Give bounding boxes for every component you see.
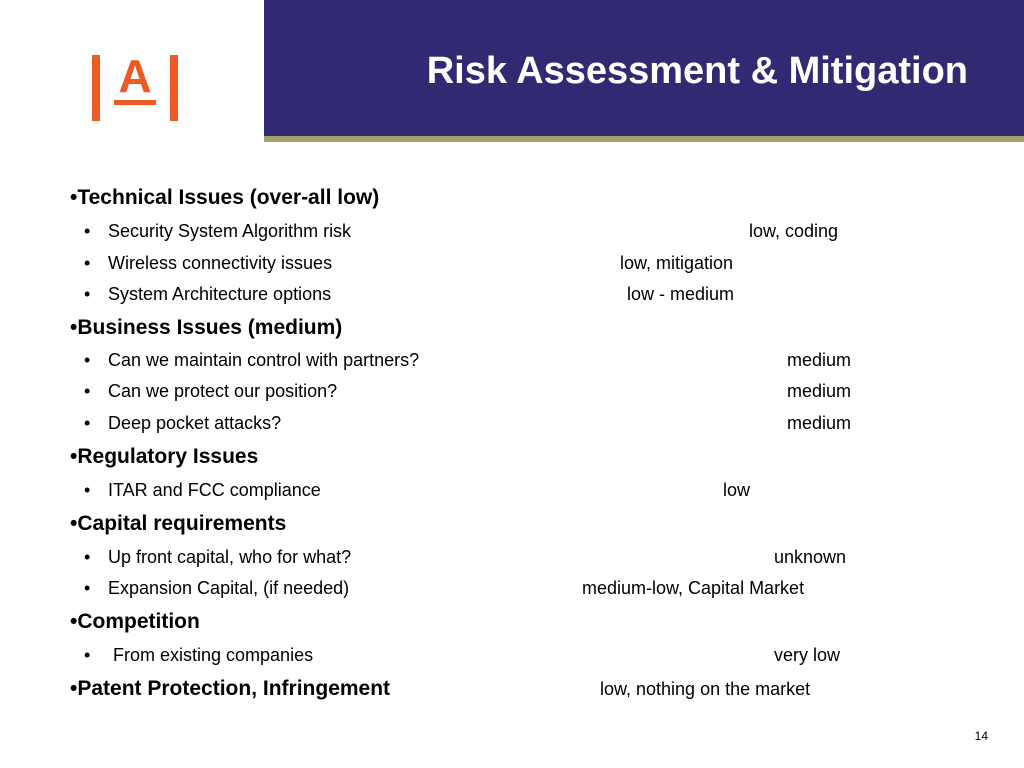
risk-value: medium <box>787 413 852 433</box>
list-item: • Can we protect our position? <box>84 381 338 401</box>
logo-mark <box>92 52 178 124</box>
section-heading: •Business Issues (medium) <box>70 316 343 339</box>
risk-value: low, nothing on the market <box>600 679 811 699</box>
risk-value: medium <box>787 350 852 370</box>
section-heading: •Competition <box>70 610 200 633</box>
section-heading: •Patent Protection, Infringement <box>70 677 391 700</box>
risk-value: low <box>723 480 751 500</box>
list-item: • System Architecture options <box>84 284 332 304</box>
list-item: • Can we maintain control with partners? <box>84 350 420 370</box>
svg-text:A: A <box>118 52 152 102</box>
risk-value: low, coding <box>749 221 839 241</box>
risk-value: unknown <box>774 547 847 567</box>
risk-value: low - medium <box>627 284 735 304</box>
section-heading: •Technical Issues (over-all low) <box>70 186 380 209</box>
section-heading: •Capital requirements <box>70 512 287 535</box>
title-divider <box>264 136 1024 142</box>
risk-value: very low <box>774 645 841 665</box>
list-item: • Up front capital, who for what? <box>84 547 352 567</box>
risk-value: medium-low, Capital Market <box>582 578 805 598</box>
list-item: • Expansion Capital, (if needed) <box>84 578 350 598</box>
slide-title: Risk Assessment & Mitigation <box>426 50 968 92</box>
list-item: • Wireless connectivity issues <box>84 253 333 273</box>
list-item: • ITAR and FCC compliance <box>84 480 321 500</box>
company-logo <box>92 52 178 124</box>
list-item: • From existing companies <box>84 645 314 665</box>
title-band <box>264 0 1024 136</box>
list-item: • Security System Algorithm risk <box>84 221 352 241</box>
page-number: 14 <box>974 729 988 743</box>
risk-value: low, mitigation <box>620 253 734 273</box>
risk-value: medium <box>787 381 852 401</box>
section-heading: •Regulatory Issues <box>70 445 259 468</box>
list-item: • Deep pocket attacks? <box>84 413 282 433</box>
